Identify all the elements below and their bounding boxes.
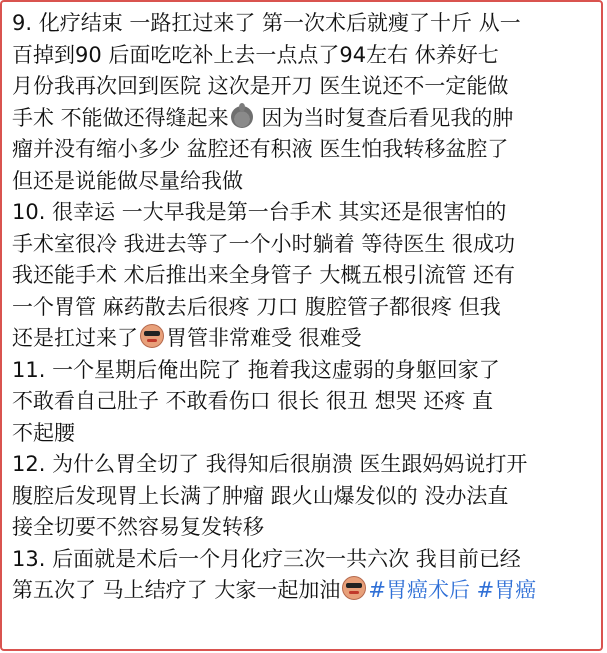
text-line (12, 229, 592, 261)
text-line (12, 134, 592, 166)
text-line (12, 418, 592, 450)
text-line (12, 481, 592, 513)
text-line (12, 40, 592, 72)
text-span: 百掉到90 后面吃吃补上去一点点了94左右 休养好七 (12, 42, 499, 67)
hashtag-link[interactable]: #胃癌 (469, 578, 537, 602)
text-span: 9. 化疗结束 一路扛过来了 第一次术后就瘦了十斤 从一 (12, 11, 521, 35)
text-line (12, 386, 592, 418)
text-span: 一个胃管 麻药散去后很疼 刀口 腹腔管子都很疼 但我 (12, 294, 501, 319)
text-span: 还是扛过来了 (12, 326, 138, 350)
text-span: 腹腔后发现胃上长满了肿瘤 跟火山爆发似的 没办法直 (12, 483, 509, 508)
text-line (12, 197, 592, 229)
text-span: 12. 为什么胃全切了 我得知后很崩溃 医生跟妈妈说打开 (12, 452, 528, 476)
text-span: 第五次了 马上结疗了 大家一起加油 (12, 578, 341, 602)
text-span: 11. 一个星期后俺出院了 拖着我这虚弱的身躯回家了 (12, 357, 500, 382)
text-line (12, 575, 592, 607)
hashtag-link[interactable]: #胃癌术后 (368, 578, 470, 602)
text-line (12, 71, 592, 103)
text-line (12, 260, 592, 292)
text-line (12, 355, 592, 387)
text-span: 胃管非常难受 很难受 (166, 326, 362, 350)
text-span: 因为当时复查后看见我的肿 (254, 105, 514, 130)
face-icon (140, 324, 164, 348)
text-line (12, 449, 592, 481)
text-line (12, 323, 592, 355)
text-span: 月份我再次回到医院 这次是开刀 医生说还不一定能做 (12, 74, 509, 98)
text-line (12, 544, 592, 576)
text-line (12, 512, 592, 544)
text-span: 手术 不能做还得缝起来 (12, 105, 229, 130)
text-line (12, 103, 592, 135)
text-span: 13. 后面就是术后一个月化疗三次一共六次 我目前已经 (12, 546, 521, 571)
text-span: 接全切要不然容易复发转移 (12, 515, 264, 539)
text-span: 手术室很冷 我进去等了一个小时躺着 等待医生 很成功 (12, 231, 516, 256)
text-span: 我还能手术 术后推出来全身管子 大概五根引流管 还有 (12, 263, 516, 287)
text-span: 不起腰 (12, 420, 75, 445)
text-span: 10. 很幸运 一大早我是第一台手术 其实还是很害怕的 (12, 200, 507, 224)
text-line (12, 166, 592, 198)
text-span: 瘤并没有缩小多少 盆腔还有积液 医生怕我转移盆腔了 (12, 137, 509, 161)
text-span: 但还是说能做尽量给我做 (12, 168, 243, 193)
face-icon (342, 576, 366, 600)
text-line (12, 292, 592, 324)
poop-icon (231, 106, 253, 128)
text-span: 不敢看自己肚子 不敢看伤口 很长 很丑 想哭 还疼 直 (12, 389, 494, 413)
text-line (12, 8, 592, 40)
post-text (12, 8, 592, 607)
